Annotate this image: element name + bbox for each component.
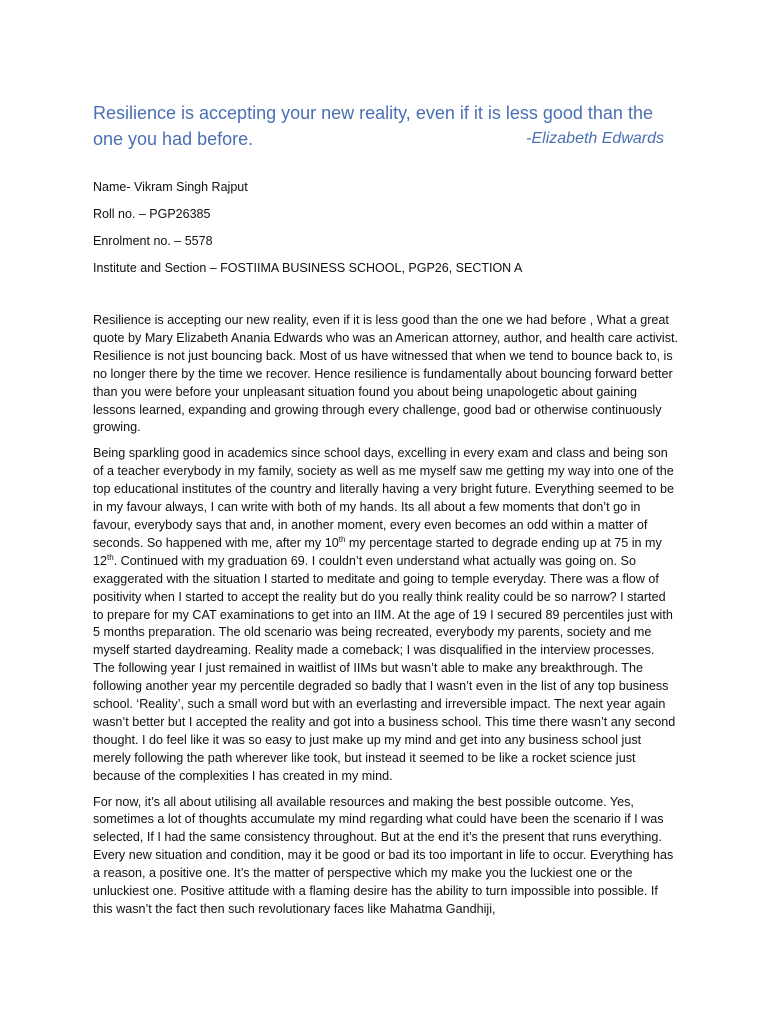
- paragraph-2-part-c: . Continued with my graduation 69. I couldn’t even understand what actually was going on. So exaggerated with the situation I started to meditate and going to temple everyday. There was a flow of positivity when I started to accept the reality but do you really think reality could be so narrow? I started to prepare for my CAT examinations to get into an IIM. At the age of 19 I secured 89 percentiles just with 5 months preparation. The old scenario was being recreated, everybody my parents, society and me myself started daydreaming. Reality made a comeback; I was disqualified in the interview processes. The following year I just remained in waitlist of IIMs but wasn’t able to make any breakthrough. The following another year my percentile degraded so badly that I wasn’t even in the list of any top business school. ‘Reality’, such a small word but with an everlasting and irreversible impact. The next year again wasn’t better but I accepted the reality and got into a business school. This time there wasn’t any second thought. I do feel like it was so easy to just make up my mind and get into any business school just merely following the path wherever like took, but instead it seemed to be like a rocket science just because of the complexities I has created in my mind.: [93, 553, 676, 783]
- superscript-th-1: th: [338, 534, 346, 544]
- paragraph-2-part-a: Being sparkling good in academics since school days, excelling in every exam and class and being son of a teacher everybody in my family, society as well as me myself saw me getting my way into one of the top educational institutes of the country and literally having a very bright future. Everything seemed to be in my favour always, I can write with both of my hands. Its all about a few moments that don’t go in favour, everybody says that and, in another moment, every even becomes an odd within a matter of seconds. So happened with me, after my 10: [93, 446, 675, 550]
- paragraph-1: Resilience is accepting our new reality, even if it is less good than the one we had before , What a great quote by Mary Elizabeth Anania Edwards who was an American attorney, author, and health care activist. Resilience is not just bouncing back. Most of us have witnessed that when we tend to bounce back to, is no longer there by the time we recover. Hence resilience is fundamentally about bouncing forward better than you were before your unpleasant situation found you about being unapologetic about gaining lessons learned, expanding and growing through every challenge, good bad or otherwise continuously growing.: [93, 313, 679, 435]
- paragraph-3: For now, it’s all about utilising all available resources and making the best possible outcome. Yes, sometimes a lot of thoughts accumulate my mind regarding what could have been the scenario if I was selected, If I had the same consistency throughout. But at the end it’s the present that runs everything. Every new situation and condition, may it be good or bad its too important in life to occur. Everything has a reason, a positive one. It’s the matter of perspective which my make you the luckiest one or the unluckiest one. Positive attitude with a flaming desire has the ability to turn impossible into possible. If this wasn’t the fact then such revolutionary faces like Mahatma Gandhiji,: [93, 794, 674, 916]
- roll-number: Roll no. – PGP26385: [93, 207, 211, 221]
- enrolment-number: Enrolment no. – 5578: [93, 234, 213, 248]
- paragraph-2: [93, 445, 678, 785]
- quote-line-2: one you had before.: [93, 129, 254, 149]
- student-name: Name- Vikram Singh Rajput: [93, 180, 248, 194]
- paragraph-2-part-b: my percentage started to degrade ending up at 75 in my 12: [93, 535, 662, 568]
- epigraph-quote: [93, 100, 678, 152]
- institute-section: Institute and Section – FOSTIIMA BUSINESS SCHOOL, PGP26, SECTION A: [93, 261, 523, 275]
- superscript-th-2: th: [107, 552, 114, 562]
- document-page: [93, 100, 678, 927]
- quote-line-1: Resilience is accepting your new reality, even if it is less good than the: [93, 103, 653, 123]
- student-details: [93, 179, 678, 287]
- quote-line-2-row: [93, 126, 678, 152]
- essay-body: [93, 312, 678, 919]
- quote-author: -Elizabeth Edwards: [526, 130, 664, 147]
